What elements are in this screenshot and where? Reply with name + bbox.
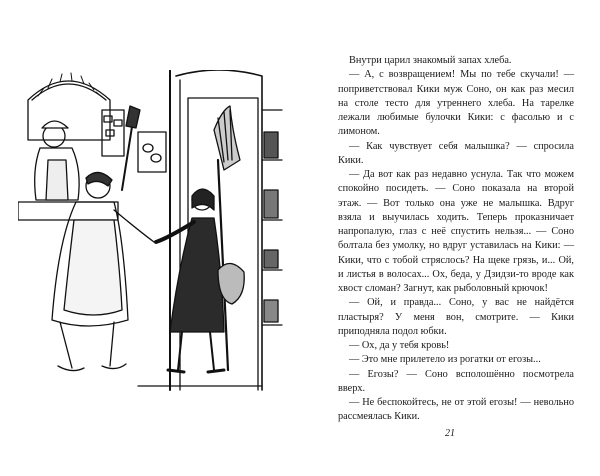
paragraph: — Это мне прилетело из рогатки от егозы... <box>349 354 541 366</box>
story-text <box>338 54 574 425</box>
paragraph: — Егозы? — Соно всполошённо посмотрела вверх. <box>338 368 574 394</box>
paragraph: — Да вот как раз недавно уснула. Так что можем спокойно посидеть. — Соно показала на второй этаж. — Вот только она уже не малышка. Вдруг взяла и выучилась ходить. Теперь проказничает напропалую, глаз с неё спустить нельзя... — Соно болтала без умолку, но вдруг уставилась на Кики: — Кики, что с тобой стряслось? На щеке грязь, и... Ой, и листья в волосах... Ох, беда, у Дзидзи-то вроде как хвост сломан? Загнут, как рыболовный крючок! <box>338 169 574 294</box>
paragraph: Внутри царил знакомый запах хлеба. <box>349 55 512 66</box>
paragraph: — Как чувствует себя малышка? — спросила Кики. <box>338 140 574 166</box>
paragraph: — Ох, да у тебя кровь! <box>349 340 450 351</box>
paragraph: — А, с возвращением! Мы по тебе скучали! — поприветствовал Кики муж Соно, он как раз месил на столе тесто для утреннего хлеба. На тарелке лежали любимые булочки Кики: с фасолью и с лимоном. <box>338 69 574 138</box>
page-number: 21 <box>445 428 455 439</box>
bakery-illustration <box>18 70 286 410</box>
paragraph: — Ой, и правда... Соно, у вас не найдётся пластыря? У меня вон, смотрите. — Кики приподняла подол юбки. <box>338 297 574 337</box>
paragraph: — Не беспокойтесь, не от этой егозы! — невольно рассмеялась Кики. <box>338 397 574 423</box>
